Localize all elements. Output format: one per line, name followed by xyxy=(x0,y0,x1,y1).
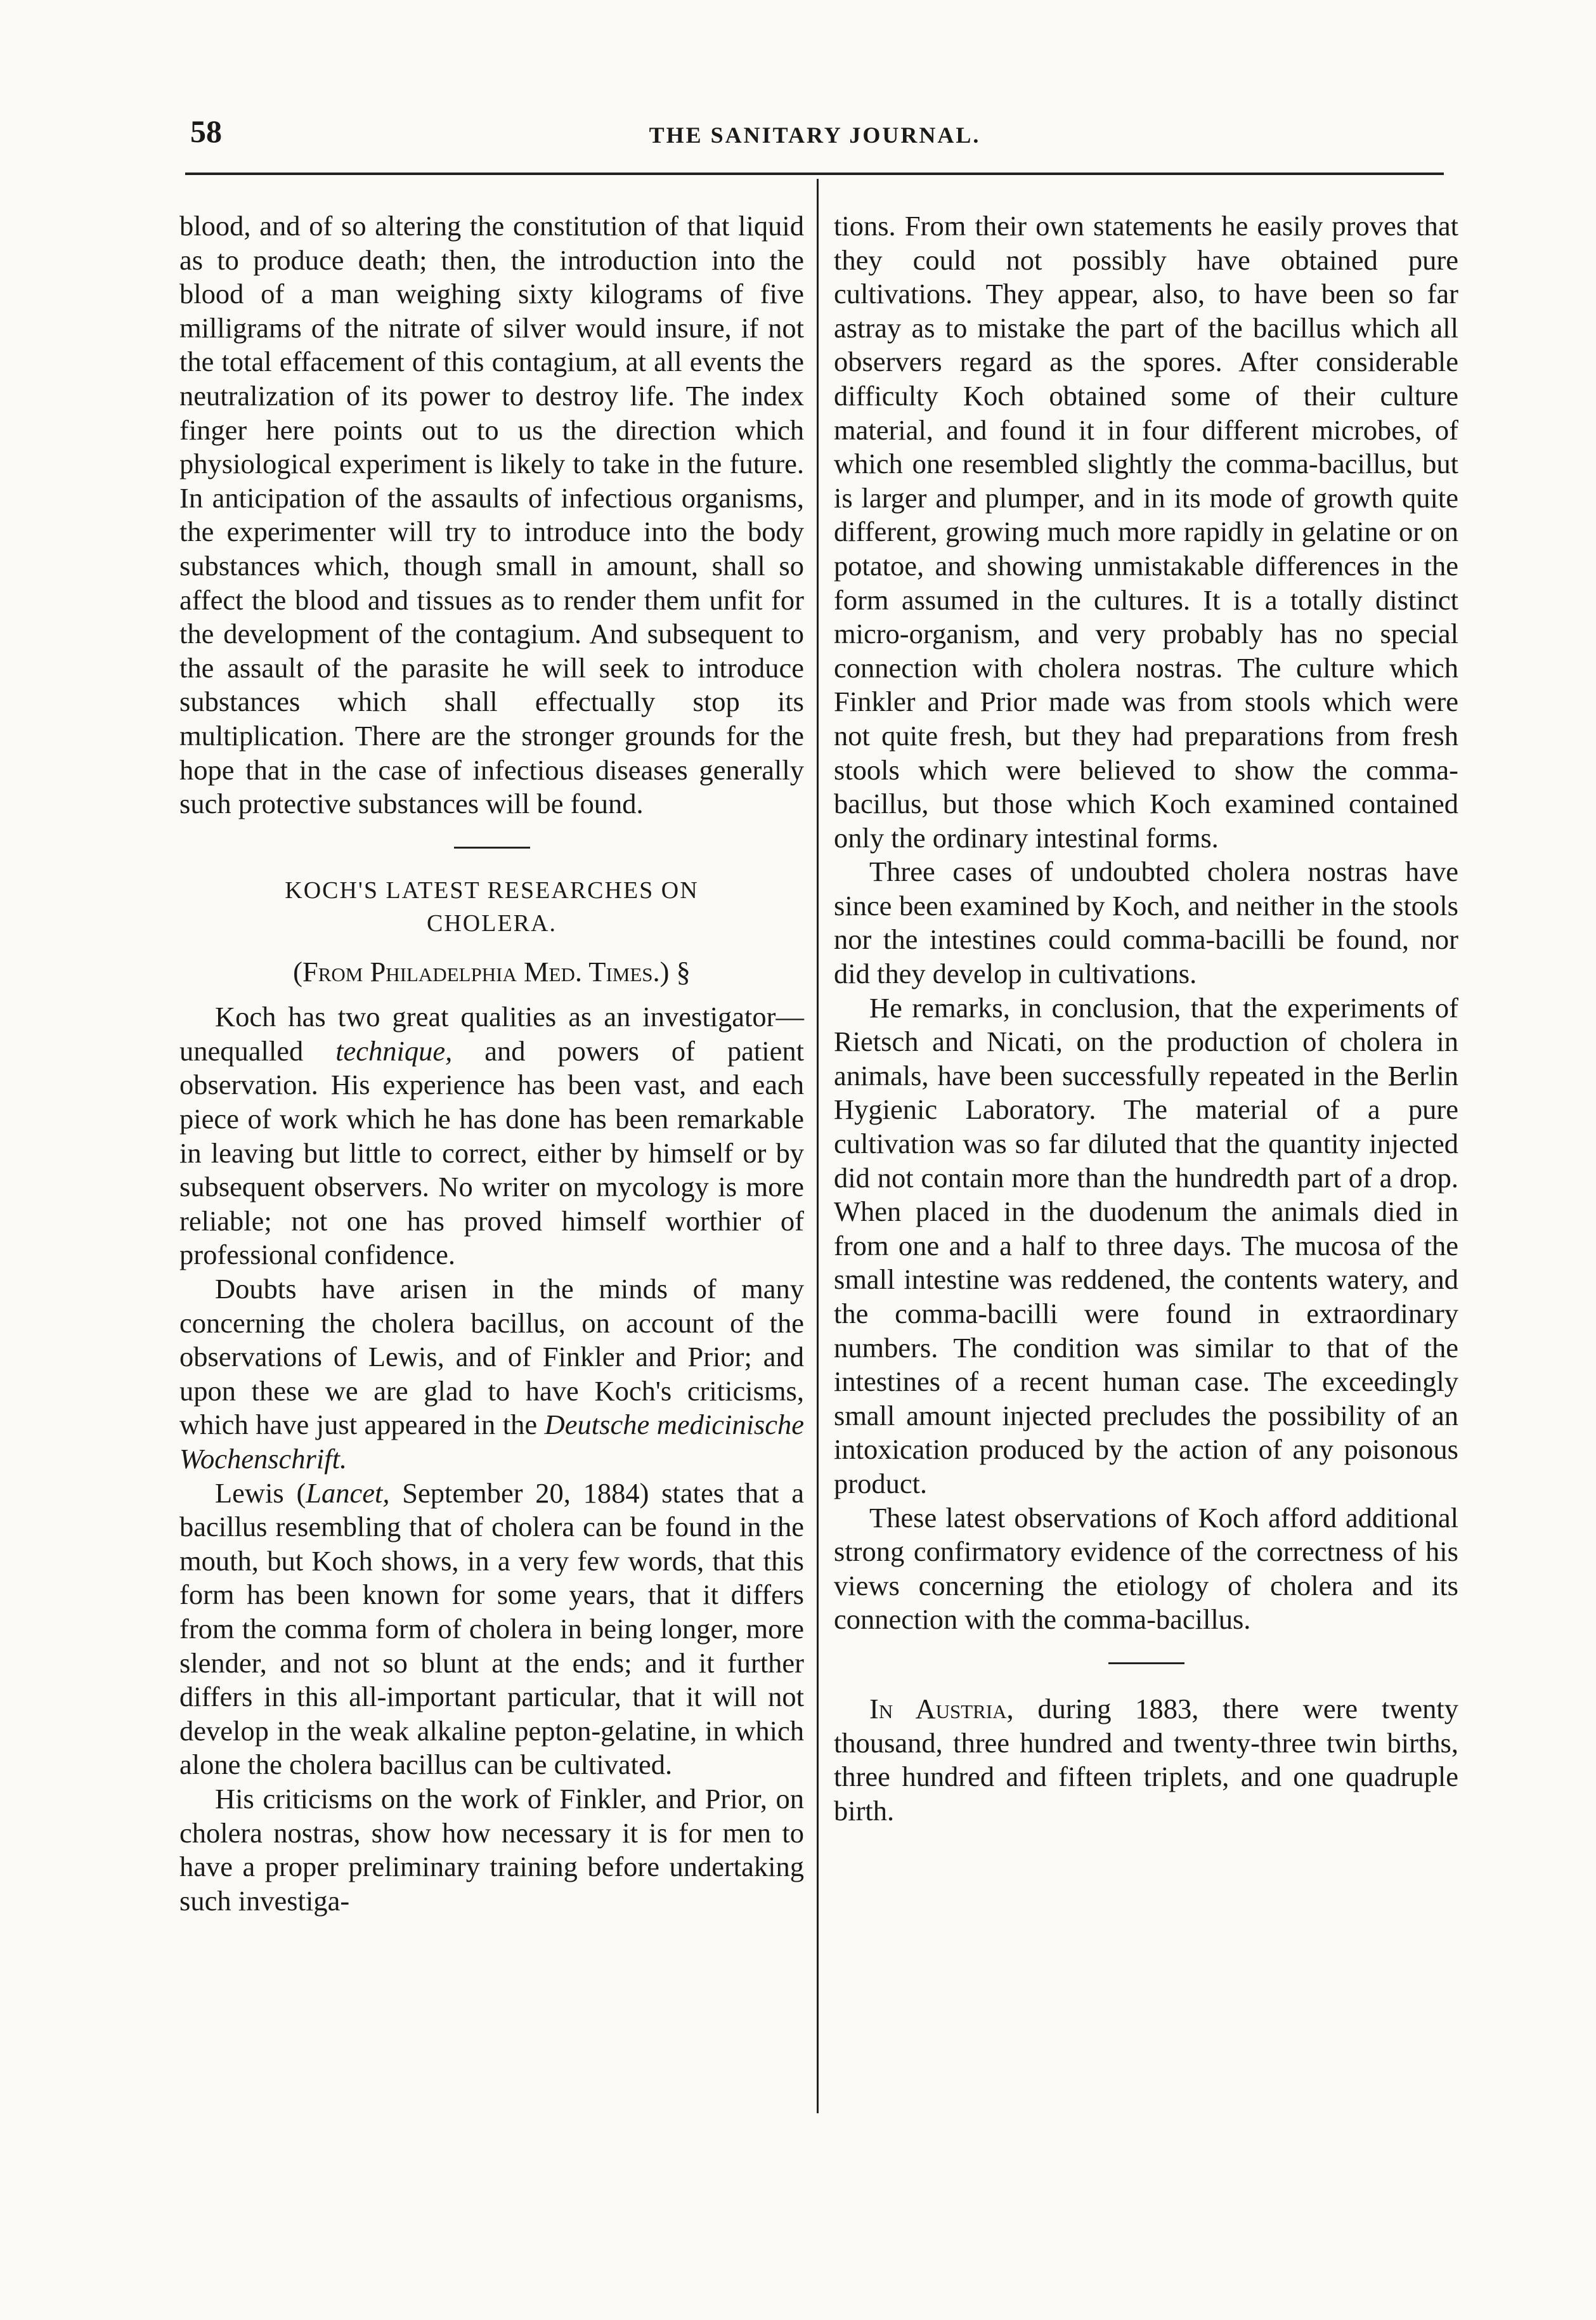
article-paragraph: Koch has two great qualities as an investigator—unequalled technique, and powers of patient observation. His experience has been vast, and each piece of work which he has done has been remarkable in leaving but little to correct, either by himself or by subsequent observers. No writer on mycology is more reliable; not one has proved himself worthier of professional confidence. xyxy=(179,1001,805,1271)
article-paragraph: Doubts have arisen in the minds of many concerning the cholera bacillus, on account of the observations of Lewis, and of Finkler and Prior; and upon these we are glad to have Koch's criticisms, which have just appeared in the Deutsche medicinische Wochenschrift. xyxy=(179,1273,804,1475)
section-separator xyxy=(454,847,530,849)
article-source: (From Philadelphia Med. Times.) § xyxy=(293,955,691,987)
article-paragraph: tions. From their own statements he easily proves that they could not possibly have obtained pure cultivations. They appear, also, to have been so far astray as to mistake the part of the bacillus which all observers regard as the spores. After considerable difficulty Koch obtained some of their culture material, and found it in four different microbes, of which one resembled slightly the comma-bacillus, but is larger and plumper, and in its mode of growth quite different, growing much more rapidly in gelatine or on potatoe, and showing unmistakable differences in the form assumed in the cultures. It is a totally distinct micro-organism, and very probably has no special connection with cholera nostras. The culture which Finkler and Prior made was from stools which were not quite fresh, but they had preparations from fresh stools which were believed to show the comma-bacillus, but those which Koch examined contained only the ordinary intestinal forms. xyxy=(834,210,1458,854)
article-paragraph: These latest observations of Koch afford additional strong confirmatory evidence of the correctness of his views concerning the etiology of cholera and its connection with the comma-bacillus. xyxy=(834,1501,1458,1636)
left-column xyxy=(179,209,804,1918)
page-number: 58 xyxy=(190,114,222,149)
article-paragraph: Lewis (Lancet, September 20, 1884) states that a bacillus resembling that of cholera can be found in the mouth, but Koch shows, in a very few words, that this form has been known for some years, that it differs from the comma form of cholera in being longer, more slender, and not so blunt at the ends; and it further differs in this all-important particular, that it will not develop in the weak alkaline pepton-gelatine, in which alone the cholera bacillus can be cultivated. xyxy=(179,1476,804,1781)
section-separator xyxy=(1108,1662,1184,1664)
page-header xyxy=(190,113,1439,157)
header-rule xyxy=(185,173,1444,175)
austria-note: In Austria, during 1883, there were twenty thousand, three hundred and twenty-three twin births, three hundred and fifteen triplets, and one quadruple birth. xyxy=(834,1692,1458,1827)
article-paragraph: Three cases of undoubted cholera nostras have since been examined by Koch, and neither in the stools nor the intestines could comma-bacilli be found, nor did they develop in cultivations. xyxy=(834,856,1458,990)
journal-title: THE SANITARY JOURNAL. xyxy=(649,122,981,148)
article-paragraph: He remarks, in conclusion, that the experiments of Rietsch and Nicati, on the production of cholera in animals, have been successfully repeated in the Berlin Hygienic Laboratory. The material of a pure cultivation was so far diluted that the quantity injected did not contain more than the hundredth part of a drop. When placed in the duodenum the animals died in from one and a half to three days. The mucosa of the small intestine was reddened, the contents watery, and the comma-bacilli were found in extraordinary numbers. The condition was similar to that of the intestines of a recent human case. The exceedingly small amount injected precludes the possibility of an intoxication produced by the action of any poisonous product. xyxy=(834,991,1458,1499)
column-divider xyxy=(817,179,819,2113)
article-title: KOCH'S LATEST RESEARCHES ON CHOLERA. xyxy=(285,877,699,937)
continued-paragraph: blood, and of so altering the constitution of that liquid as to produce death; then, the introduction into the blood of a man weighing sixty kilograms of five milligrams of the nitrate of silver would insure, if not the total effacement of this contagium, at all events the neutralization of its power to destroy life. The index finger here points out to us the direction which physiological experiment is likely to take in the future. In anticipation of the assaults of infectious organisms, the experimenter will try to introduce into the body substances which, though small in amount, shall so affect the blood and tissues as to render them unfit for the development of the contagium. And subsequent to the assault of the parasite he will seek to introduce substances which shall effectually stop its multiplication. There are the stronger grounds for the hope that in the case of infectious diseases generally such protective substances will be found. xyxy=(179,210,804,820)
right-column xyxy=(834,209,1458,1828)
article-paragraph: His criticisms on the work of Finkler, and Prior, on cholera nostras, show how necessary it is for men to have a proper preliminary training before undertaking such investiga- xyxy=(179,1782,804,1917)
